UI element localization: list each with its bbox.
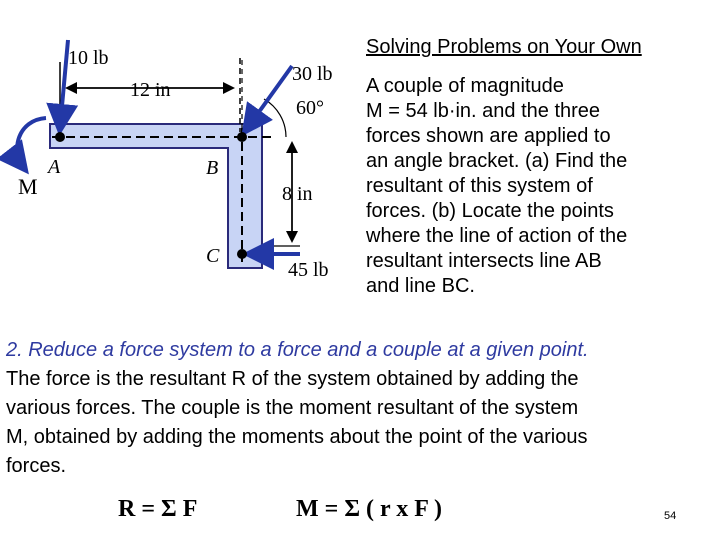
problem-line: and line BC. — [366, 275, 475, 297]
problem-line: where the line of action of the — [366, 225, 628, 247]
angle-arc — [264, 99, 286, 137]
point-c-dot — [237, 249, 247, 259]
problem-line: resultant of this system of — [366, 175, 593, 197]
page-number: 54 — [664, 510, 677, 522]
dim-8-label: 8 in — [282, 183, 313, 205]
problem-line: resultant intersects line AB — [366, 250, 602, 272]
problem-line: forces. (b) Locate the points — [366, 200, 614, 222]
couple-arrow — [17, 118, 46, 168]
body-line: M, obtained by adding the moments about the point of the various — [6, 426, 588, 448]
force-30-arrow — [246, 66, 292, 130]
couple-label: M — [18, 174, 38, 199]
force-45-label: 45 lb — [288, 259, 329, 281]
point-a-dot — [55, 132, 65, 142]
body-line: The force is the resultant R of the system obtained by adding the — [6, 368, 579, 390]
body-lead: 2. Reduce a force system to a force and a couple at a given point. — [6, 339, 589, 361]
body-line: forces. — [6, 455, 67, 477]
equation-resultant-force: R = Σ F — [118, 496, 198, 522]
body-line: various forces. The couple is the moment resultant of the system — [6, 397, 579, 419]
problem-line: M = 54 lb·in. and the three — [366, 100, 601, 122]
angle-bracket-figure — [0, 0, 360, 300]
slide-title: Solving Problems on Your Own — [366, 36, 642, 58]
problem-line: A couple of magnitude — [366, 75, 564, 97]
point-a-label: A — [48, 156, 61, 178]
force-10-arrow — [60, 40, 68, 128]
problem-line: an angle bracket. (a) Find the — [366, 150, 628, 172]
equation-moment: M = Σ ( r x F ) — [296, 496, 442, 522]
problem-line: forces shown are applied to — [366, 125, 611, 147]
body-text — [6, 336, 716, 481]
point-b-label: B — [206, 157, 219, 179]
point-c-label: C — [206, 245, 220, 267]
bracket-shape — [50, 124, 262, 268]
problem-statement — [366, 74, 716, 299]
point-b-dot — [237, 132, 247, 142]
angle-label: 60° — [296, 97, 324, 119]
force-30-label: 30 lb — [292, 63, 333, 85]
dim-12-label: 12 in — [130, 79, 171, 101]
force-10-label: 10 lb — [68, 47, 109, 69]
